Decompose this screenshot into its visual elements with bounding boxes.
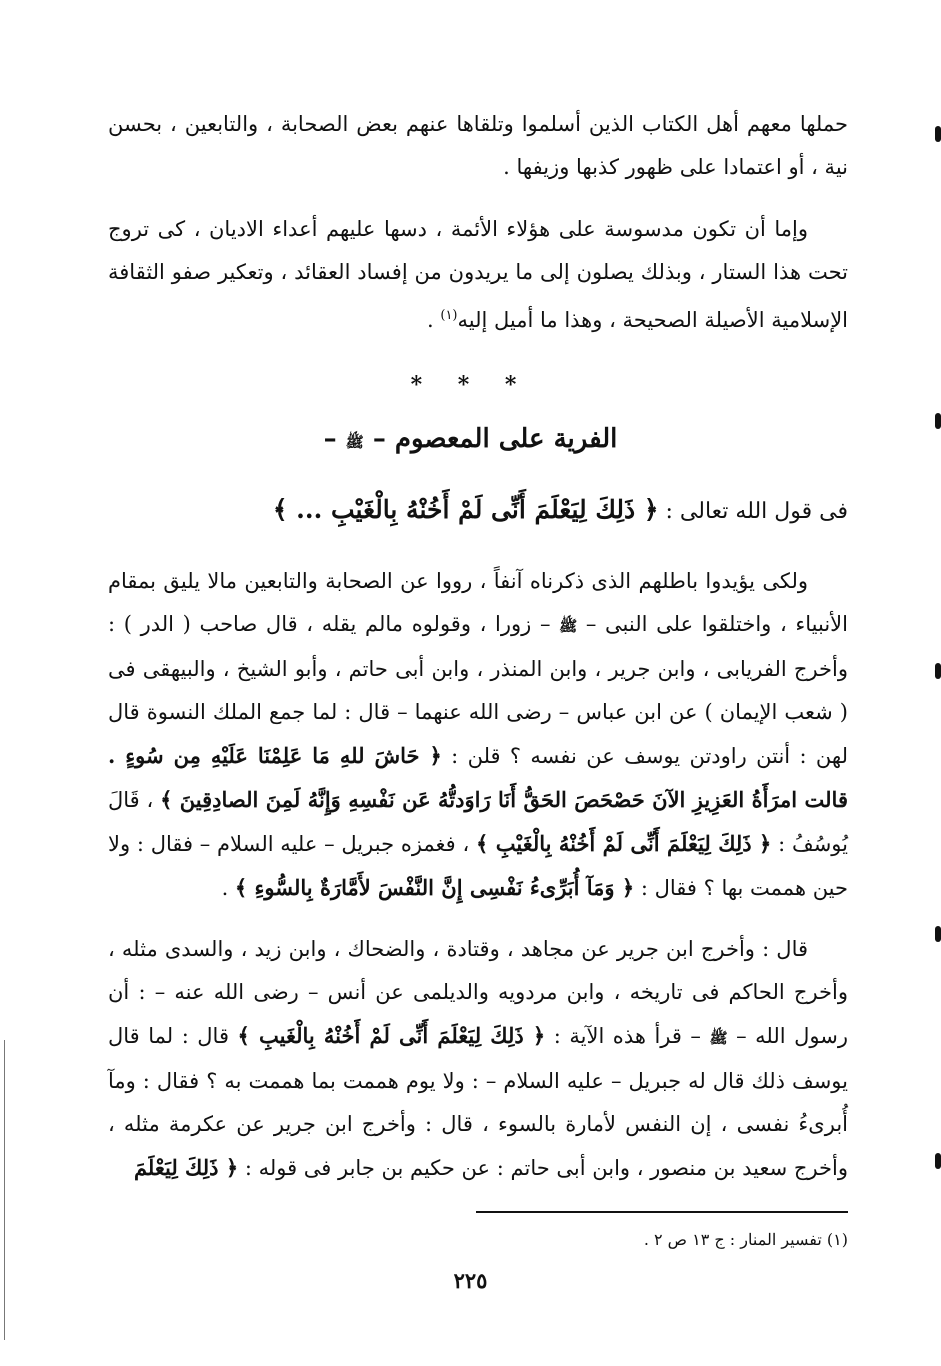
verse-intro-lead: فى قول الله تعالى :	[665, 499, 848, 524]
quran-verse: ﴿ حَاشَ للهِ مَا عَلِمْنَا عَلَيْهِ مِن سُوءٍ . قالت امرَأَةُ العَزِيزِ الآنَ حَصْحَصَ الحَقُّ أَنَا رَاوَدتُّهُ عَن نَفْسِهِ وَإِنَّهُ لَمِنَ الصادِقِينَ ﴾	[108, 743, 848, 812]
quran-verse: ﴿ ذَلِكَ لِيَعْلَمَ	[133, 1155, 239, 1180]
paragraph-4-body	[108, 928, 848, 1190]
paragraph-1-text: حملها معهم أهل الكتاب الذين أسلموا وتلقاها عنهم بعض الصحابة ، والتابعين ، بحسن نية ، أو اعتمادا على ظهور كذبها وزيفها .	[108, 112, 848, 179]
paragraph-3-body	[108, 560, 848, 910]
paragraph-4-text-b: – قرأ هذه الآية :	[553, 1024, 701, 1048]
paragraph-2	[108, 208, 848, 342]
scan-edge-mark	[935, 126, 941, 142]
scan-edge-line	[4, 1040, 5, 1340]
honorific-glyph: ﷺ	[559, 617, 578, 635]
paragraph-2-text: وإما أن تكون مدسوسة على هؤلاء الأئمة ، دسها عليهم أعداء الاديان ، كى تروج تحت هذا الستار ، وبذلك يصلون إلى ما يريدون من إفساد العقائد ، وتعكير صفو الثقافة الإسلامية الأصيلة الصحيحة ، وهذا ما أميل إليه	[108, 217, 848, 332]
footnote-divider	[476, 1211, 848, 1213]
scan-edge-mark	[935, 663, 941, 679]
paragraph-1	[108, 103, 848, 189]
quran-verse: ﴿ وَمَآ أُبَرِّىءُ نَفْسِى إِنَّ النَّفْسَ لأَمَّارَةٌ بِالسُّوءِ ﴾	[234, 875, 635, 900]
paragraph-4-text-c: قال : لما قال يوسف ذلك قال له جبريل – عليه السلام – : ولا يوم هممت بما هممت به ؟ فقال : ومآ أُبرىءُ نفسى ، إن النفس لأمارة بالسوء ، قال : وأخرج ابن جرير عن عكرمة مثله ، وأخرج سعيد بن منصور ، وابن أبى حاتم : عن حكيم بن جابر فى قوله :	[108, 1024, 848, 1180]
section-heading-end: –	[323, 424, 346, 454]
honorific-glyph: ﷺ	[709, 1029, 728, 1047]
section-heading-text: الفرية على المعصوم –	[372, 424, 618, 454]
scan-edge-mark	[935, 1153, 941, 1169]
scan-edge-mark	[935, 926, 941, 942]
honorific-glyph: ﷺ	[345, 433, 364, 451]
footnote: (١) تفسير المنار : ج ١٣ ص ٢ .	[643, 1230, 848, 1249]
section-separator: * * *	[410, 372, 531, 398]
section-heading	[0, 424, 941, 455]
paragraph-3-text-c: ، قَالَ يُوسُفُ :	[108, 788, 848, 856]
quran-verse: ﴿ ذَلِكَ لِيَعْلَمَ أَنِّى لَمْ أَخُنْهُ بِالْغَيْبِ ﴾	[476, 831, 772, 856]
paragraph-3-end: .	[221, 876, 235, 900]
page-number: ٢٢٥	[453, 1268, 488, 1293]
scan-edge-mark	[935, 413, 941, 429]
quran-verse: ﴿ ذَلِكَ لِيَعْلَمَ أَنِّى لَمْ أَخُنْهُ بِالْغَيْبِ ... ﴾	[272, 495, 659, 524]
paragraph-2-body	[108, 208, 848, 342]
paragraph-4	[108, 928, 848, 1190]
quran-verse: ﴿ ذَلِكَ لِيَعْلَمَ أَنِّى لَمْ أَخُنْهُ بِالْغَيبِ ﴾	[237, 1023, 546, 1048]
paragraph-3-text-d: ، فغمزه جبريل – عليه السلام – فقال : ولا حين هممت بها ؟ فقال :	[108, 832, 848, 900]
paragraph-2-end: .	[427, 308, 441, 332]
verse-intro	[108, 490, 848, 532]
footnote-reference[interactable]: (١)	[440, 308, 458, 323]
paragraph-4-text-a: قال : وأخرج ابن جرير عن مجاهد ، وقتادة ، والضحاك ، وابن زيد ، والسدى مثله ، وأخرج الحاكم فى تاريخه ، وابن مردويه والديلمى عن أنس – رضى الله عنه – : أن رسول الله –	[108, 937, 848, 1048]
paragraph-3-text-b: – زورا ، وقولوه مالم يقله ، قال صاحب ( الدر ) : وأخرج الفريابى ، وابن جرير ، وابن المنذر ، وابن أبى حاتم ، وأبو الشيخ ، والبيهقى فى ( شعب الإيمان ) عن ابن عباس – رضى الله عنهما – قال : لما جمع الملك النسوة قال لهن : أنتن راودتن يوسف عن نفسه ؟ قلن :	[108, 612, 848, 768]
paragraph-3	[108, 560, 848, 910]
paragraph-3-text-a: ولكى يؤيدوا باطلهم الذى ذكرناه آنفاً ، رووا عن الصحابة والتابعين مالا يليق بمقام الأنبياء ، واختلقوا على النبى –	[108, 569, 848, 636]
